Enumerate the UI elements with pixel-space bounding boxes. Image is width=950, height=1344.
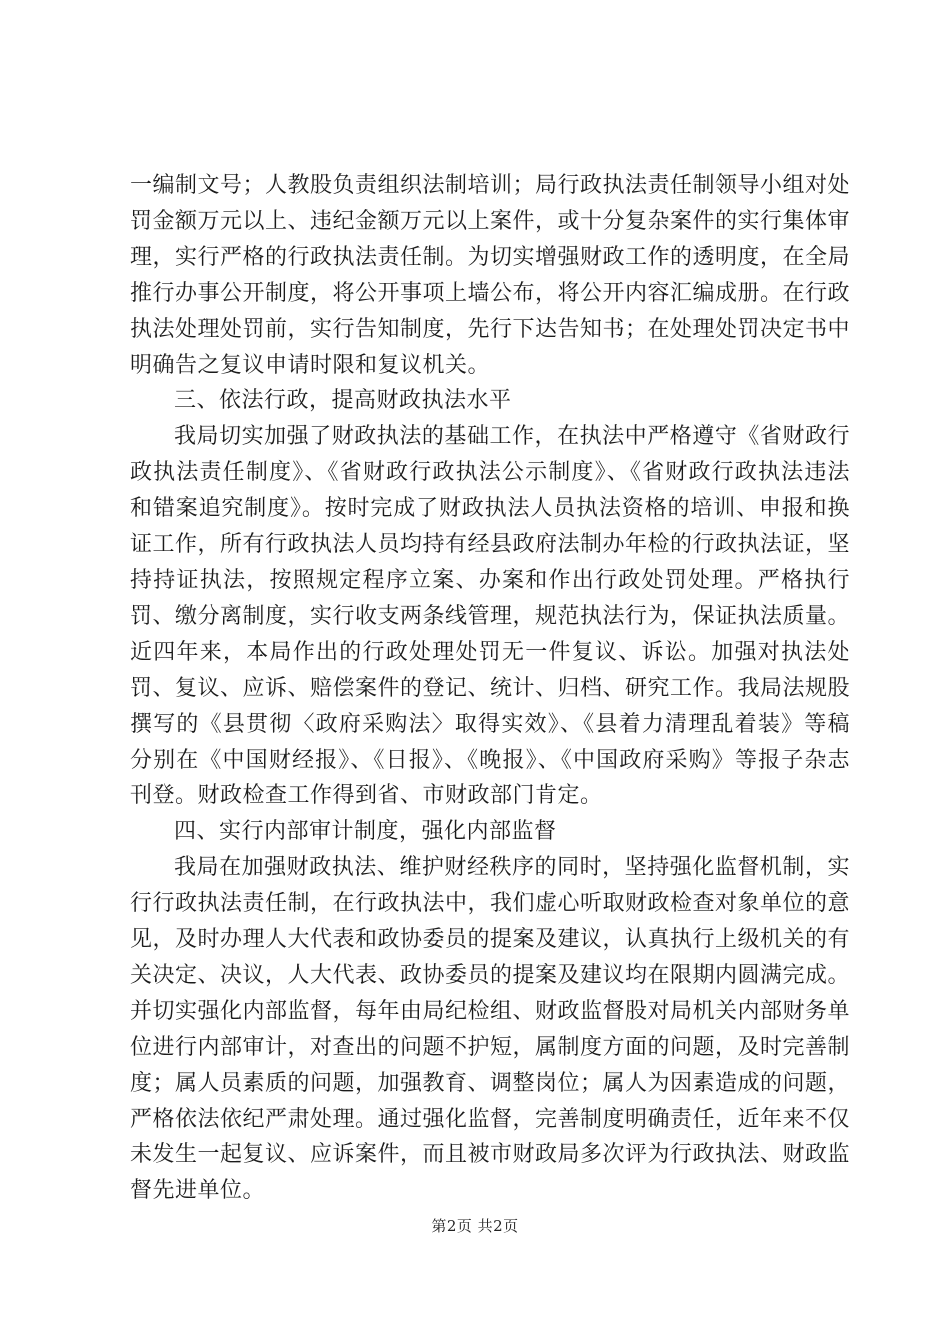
document-body [130, 168, 850, 1209]
page-number-footer: 第2页 共2页 [431, 1217, 519, 1235]
paragraph-continuation: 一编制文号；人教股负责组织法制培训；局行政执法责任制领导小组对处罚金额万元以上、违纪金额万元以上案件，或十分复杂案件的实行集体审理，实行严格的行政执法责任制。为切实增强财政工作的透明度，在全局推行办事公开制度，将公开事项上墙公布，将公开内容汇编成册。在行政执法处理处罚前，实行告知制度，先行下达告知书；在处理处罚决定书中明确告之复议申请时限和复议机关。 [130, 173, 851, 378]
paragraph-law-enforcement: 我局切实加强了财政执法的基础工作，在执法中严格遵守《省财政行政执法责任制度》、《省财政行政执法公示制度》、《省财政行政执法违法和错案追究制度》。按时完成了财政执法人员执法资格的培训、申报和换证工作，所有行政执法人员均持有经县政府法制办年检的行政执法证，坚持持证执法，按照规定程序立案、办案和作出行政处罚处理。严格执行罚、缴分离制度，实行收支两条线管理，规范执法行为，保证执法质量。近四年来，本局作出的行政处理处罚无一件复议、诉讼。加强对执法处罚、复议、应诉、赔偿案件的登记、统计、归档、研究工作。我局法规股撰写的《县贯彻〈政府采购法〉取得实效》、《县着力清理乱着装》等稿分别在《中国财经报》、《日报》、《晚报》、《中国政府采购》等报子杂志刊登。财政检查工作得到省、市财政部门肯定。 [130, 424, 851, 809]
section-heading-4: 四、实行内部审计制度，强化内部监督 [174, 819, 557, 845]
section-heading-3: 三、依法行政，提高财政执法水平 [174, 388, 512, 414]
paragraph-internal-audit: 我局在加强财政执法、维护财经秩序的同时，坚持强化监督机制，实行行政执法责任制，在行政执法中，我们虚心听取财政检查对象单位的意见，及时办理人大代表和政协委员的提案及建议，认真执行上级机关的有关决定、决议，人大代表、政协委员的提案及建议均在限期内圆满完成。并切实强化内部监督，每年由局纪检组、财政监督股对局机关内部财务单位进行内部审计，对查出的问题不护短，属制度方面的问题，及时完善制度；属人员素质的问题，加强教育、调整岗位；属人为因素造成的问题，严格依法依纪严肃处理。通过强化监督，完善制度明确责任，近年来不仅未发生一起复议、应诉案件，而且被市财政局多次评为行政执法、财政监督先进单位。 [130, 855, 851, 1204]
